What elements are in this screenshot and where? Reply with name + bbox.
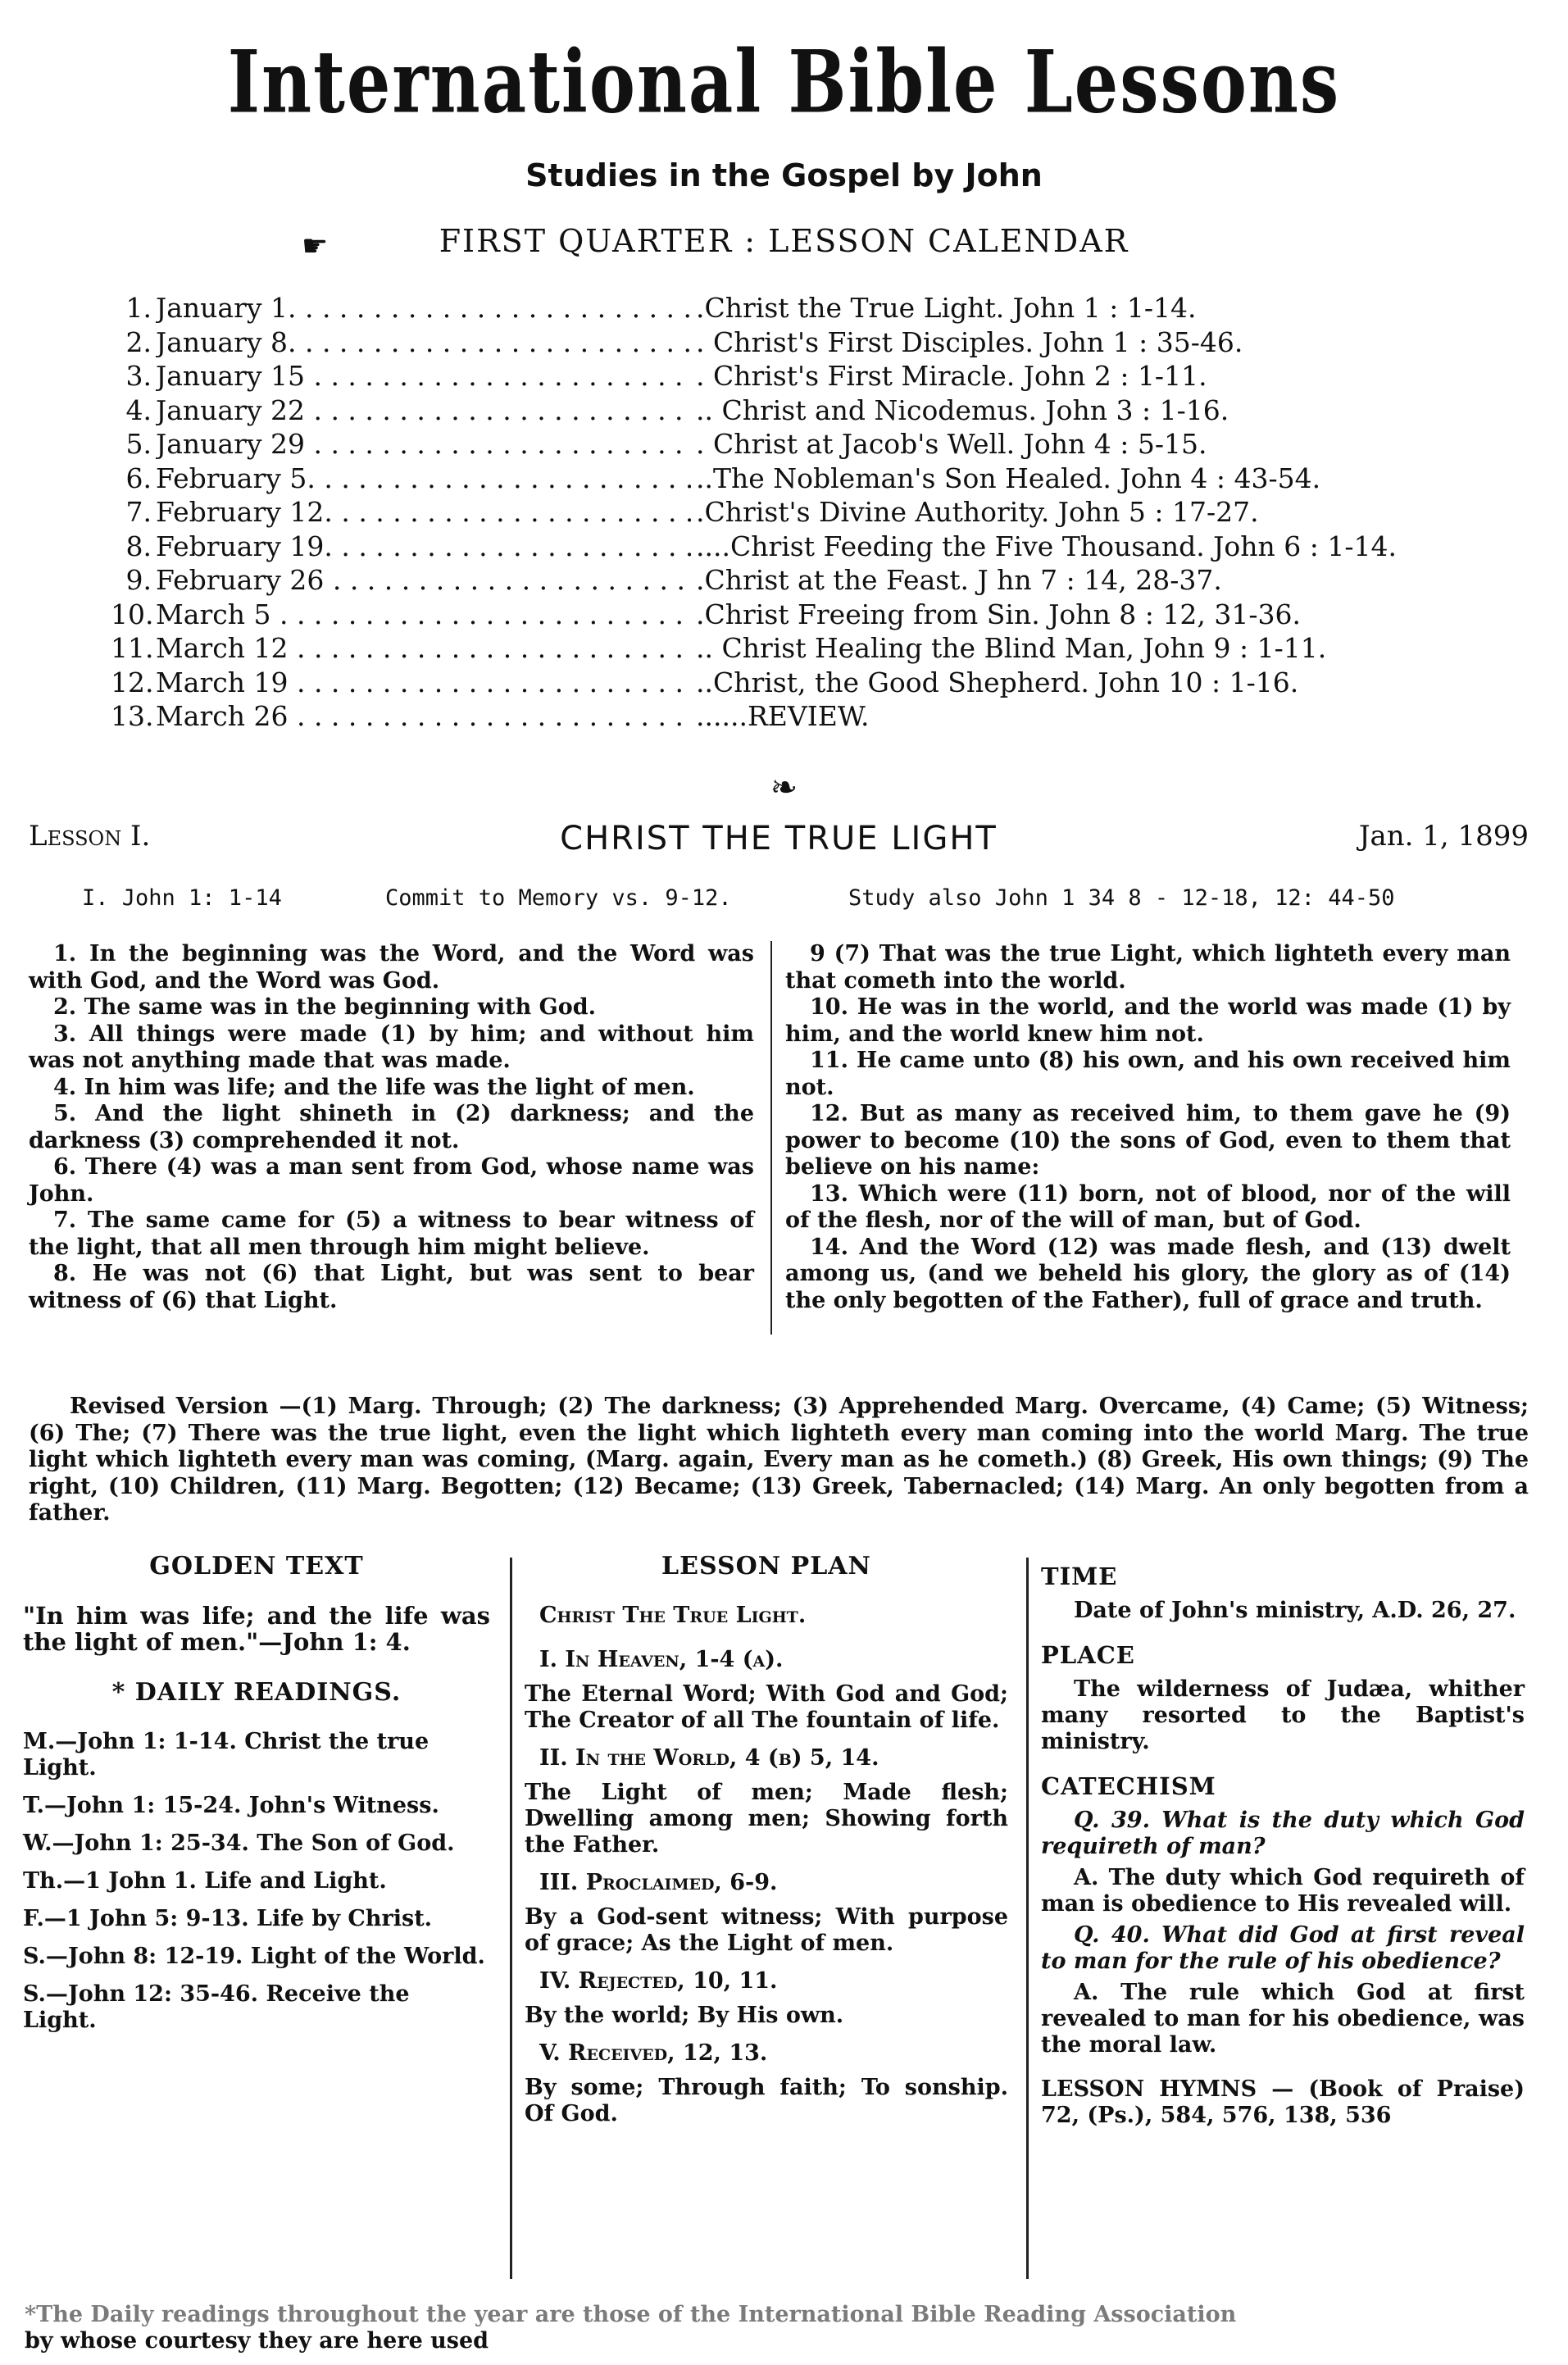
plan-section-text: By the world; By His own. (525, 2003, 844, 2028)
reading-text: John 12: 35-46. Receive the Light. (23, 1981, 410, 2033)
page-subtitle: Studies in the Gospel by John (525, 157, 1043, 193)
plan-section-head: II. In the World, 4 (b) 5, 14. (539, 1745, 879, 1771)
reading-text: John 8: 12-19. Light of the World. (67, 1944, 485, 1969)
calendar-lesson: . Christ's First Miracle. John 2 : 1-11. (691, 359, 1207, 393)
footnote-line: *The Daily readings throughout the year are those of the International Bible Reading Association (25, 2302, 1237, 2327)
calendar-lesson: .. Christ and Nicodemus. John 3 : 1-16. (691, 393, 1229, 428)
golden-text-heading: GOLDEN TEXT (149, 1552, 364, 1580)
calendar-row (111, 462, 1504, 496)
calendar-lesson: ..Christ, the Good Shepherd. John 10 : 1-16. (691, 666, 1298, 700)
scripture-right-column (785, 941, 1511, 1314)
verse: 14. And the Word (12) was made flesh, and (13) dwelt among us, (and we beheld his glory, the glory as of (14) the only begotten of the Father), full of grace and truth. (785, 1234, 1511, 1313)
calendar-number: 7. (125, 496, 152, 528)
catechism-question: Q. 39. What is the duty which God requireth of man? (1041, 1808, 1525, 1859)
reading-text: John 1: 1-14. Christ the true Light. (23, 1729, 429, 1781)
calendar-date: January 1. . . . (156, 291, 795, 325)
calendar-lesson: . Christ's First Disciples. John 1 : 35-46. (691, 325, 1243, 360)
calendar-date: January 29 . . . (156, 427, 795, 462)
study-also: Study also John 1 34 8 - 12-18, 12: 44-50 (848, 885, 1395, 911)
calendar-heading: FIRST QUARTER : LESSON CALENDAR (439, 223, 1129, 259)
lesson-number: Lesson I. (29, 820, 151, 853)
verse: 12. But as many as received him, to them gave he (9) power to become (10) the sons of God, even to them that believe on his name: (785, 1101, 1511, 1180)
calendar-lesson: .Christ's Divine Authority. John 5 : 17-27. (691, 495, 1259, 530)
calendar-lesson: . Christ at Jacob's Well. John 4 : 5-15. (691, 427, 1207, 462)
reading-text: John 1: 25-34. The Son of God. (74, 1831, 455, 1856)
plan-section-head: V. Received, 12, 13. (539, 2040, 768, 2066)
calendar-row (111, 699, 1504, 734)
calendar-date: February 5. . . . (156, 462, 795, 496)
calendar-number: 6. (125, 462, 152, 494)
pointing-hand-icon: ☛ (302, 230, 329, 263)
place-heading: PLACE (1041, 1641, 1135, 1669)
calendar-row (111, 393, 1504, 428)
footnote (25, 2302, 1541, 2354)
page-title: International Bible Lessons (227, 30, 1341, 133)
plan-section-text: By a God-sent witness; With purpose of grace; As the Light of men. (525, 1904, 1008, 1956)
reading-day: W.— (23, 1831, 75, 1856)
reading-day: M.— (23, 1729, 78, 1754)
calendar-date: March 5 . . . (156, 598, 795, 632)
memory-verses: Commit to Memory vs. 9-12. (385, 885, 732, 911)
calendar-row (111, 530, 1504, 564)
calendar-lesson: .Christ at the Feast. J hn 7 : 14, 28-37. (691, 563, 1222, 598)
calendar-row (111, 291, 1504, 325)
verse: 5. And the light shineth in (2) darkness; and the darkness (3) comprehended it not. (29, 1101, 754, 1153)
calendar-number: 5. (125, 428, 152, 460)
daily-reading-item (23, 1793, 490, 1819)
calendar-row (111, 427, 1504, 462)
plan-section-text: The Eternal Word; With God and God; The Creator of all The fountain of life. (525, 1681, 1008, 1733)
calendar-number: 2. (125, 325, 152, 358)
calendar-number: 9. (125, 564, 152, 596)
verse: 9 (7) That was the true Light, which lighteth every man that cometh into the world. (785, 941, 1511, 994)
calendar-number: 4. (125, 393, 152, 426)
time-place-catechism-column (1041, 1553, 1525, 2134)
column-divider (510, 1558, 512, 2279)
catechism-answer: A. The duty which God requireth of man is obedience to His revealed will. (1041, 1865, 1525, 1917)
calendar-row (111, 598, 1504, 632)
lesson-hymns: LESSON HYMNS — (Book of Praise) 72, (Ps.), 584, 576, 138, 536 (1041, 2076, 1525, 2128)
calendar-date: March 26 . . . (156, 699, 795, 734)
calendar-row (111, 563, 1504, 598)
calendar-row (111, 495, 1504, 530)
reading-day: T.— (23, 1793, 67, 1818)
catechism-question: Q. 40. What did God at first reveal to man for the rule of his obedience? (1041, 1922, 1525, 1974)
plan-section-text: The Light of men; Made flesh; Dwelling among men; Showing forth the Father. (525, 1780, 1008, 1858)
time-heading: TIME (1041, 1562, 1118, 1590)
daily-reading-item (23, 1944, 490, 1970)
footnote-line: by whose courtesy they are here used (25, 2328, 489, 2354)
calendar-lesson: .. Christ Healing the Blind Man, John 9 : 1-11. (691, 631, 1326, 666)
reading-text: 1 John 5: 9-13. Life by Christ. (66, 1906, 433, 1931)
calendar-date: February 19. . . . (156, 530, 795, 564)
lesson-plan-column (525, 1553, 1008, 2135)
place-text: The wilderness of Judæa, whither many resorted to the Baptist's ministry. (1041, 1676, 1525, 1754)
reading-text: 1 John 1. Life and Light. (85, 1868, 387, 1894)
calendar-number: 10. (111, 598, 154, 630)
calendar-date: February 26 . . . (156, 563, 795, 598)
calendar-date: January 8. . . . (156, 325, 795, 360)
calendar-row (111, 631, 1504, 666)
calendar-lesson: ......REVIEW. (691, 699, 869, 734)
calendar-date: February 12. . . . (156, 495, 795, 530)
calendar-row (111, 359, 1504, 393)
daily-reading-item (23, 1868, 490, 1894)
lesson-calendar (111, 291, 1504, 734)
daily-reading-item (23, 1831, 490, 1857)
calendar-number: 8. (125, 530, 152, 562)
calendar-lesson: ..The Nobleman's Son Healed. John 4 : 43-54. (691, 462, 1320, 496)
calendar-row (111, 666, 1504, 700)
scripture-reference: I. John 1: 1-14 (82, 885, 282, 911)
verse: 1. In the beginning was the Word, and the Word was with God, and the Word was God. (29, 941, 754, 994)
lesson-plan-heading: LESSON PLAN (661, 1552, 871, 1580)
calendar-lesson: .Christ the True Light. John 1 : 1-14. (691, 291, 1197, 325)
verse: 2. The same was in the beginning with God. (53, 994, 597, 1020)
scripture-left-column (29, 941, 754, 1314)
calendar-date: January 22 . . . (156, 393, 795, 428)
catechism-answer: A. The rule which God at first revealed to man for his obedience, was the moral law. (1041, 1980, 1525, 2058)
daily-reading-item (23, 1981, 490, 2034)
verse: 4. In him was life; and the life was the light of men. (53, 1074, 695, 1100)
verse: 13. Which were (11) born, not of blood, nor of the will of the flesh, nor of the will of man, but of God. (785, 1180, 1511, 1233)
column-divider (1026, 1558, 1029, 2279)
calendar-lesson: .Christ Freeing from Sin. John 8 : 12, 31-36. (691, 598, 1301, 632)
verse: 11. He came unto (8) his own, and his own received him not. (785, 1048, 1511, 1100)
calendar-date: March 12 . . . (156, 631, 795, 666)
ornament-divider-icon: ❧ (770, 769, 798, 807)
reading-day: S.— (23, 1981, 68, 2007)
calendar-number: 11. (111, 632, 154, 664)
calendar-number: 13. (111, 700, 154, 732)
golden-text: "In him was life; and the life was the light of men."—John 1: 4. (23, 1602, 490, 1656)
plan-section-head: IV. Rejected, 10, 11. (539, 1968, 778, 1994)
reading-day: Th.— (23, 1868, 86, 1894)
calendar-number: 12. (111, 666, 154, 698)
lesson-plan-title: Christ The True Light. (539, 1603, 807, 1628)
lesson-title: CHRIST THE TRUE LIGHT (560, 820, 998, 857)
verse: 3. All things were made (1) by him; and without him was not anything made that was made. (29, 1021, 754, 1073)
calendar-number: 1. (125, 292, 152, 324)
verse: 10. He was in the world, and the world was made (1) by him, and the world knew him not. (785, 994, 1511, 1047)
verse: 7. The same came for (5) a witness to bear witness of the light, that all men through him might believe. (29, 1208, 754, 1260)
verse: 6. There (4) was a man sent from God, whose name was John. (29, 1154, 754, 1207)
calendar-lesson: ....Christ Feeding the Five Thousand. John 6 : 1-14. (691, 530, 1397, 564)
calendar-date: March 19 . . . (156, 666, 795, 700)
revised-version-notes: Revised Version —(1) Marg. Through; (2) The darkness; (3) Apprehended Marg. Overcame, (4) Came; (5) Witness; (6) The; (7) There was the true light, even the light which lighteth every man coming into the world Marg. The true light which lighteth every man was coming, (Marg. again, Every man as he cometh.) (8) Greek, His own things; (9) The right, (10) Children, (11) Marg. Begotten; (12) Became; (13) Greek, Tabernacled; (14) Marg. An only begotten from a father. (29, 1394, 1529, 1526)
verse: 8. He was not (6) that Light, but was sent to bear witness of (6) that Light. (29, 1261, 754, 1313)
daily-readings-heading: * DAILY READINGS. (111, 1678, 402, 1707)
reading-text: John 1: 15-24. John's Witness. (66, 1793, 439, 1818)
calendar-number: 3. (125, 360, 152, 392)
column-divider (770, 941, 772, 1335)
reading-day: S.— (23, 1944, 68, 1969)
catechism-heading: CATECHISM (1041, 1772, 1216, 1800)
time-text: Date of John's ministry, A.D. 26, 27. (1074, 1598, 1516, 1623)
plan-section-text: By some; Through faith; To sonship. Of God. (525, 2075, 1008, 2126)
plan-section-head: III. Proclaimed, 6-9. (539, 1870, 778, 1895)
reading-day: F.— (23, 1906, 66, 1931)
daily-reading-item (23, 1729, 490, 1781)
calendar-row (111, 325, 1504, 360)
calendar-date: January 15 . . . (156, 359, 795, 393)
plan-section-head: I. In Heaven, 1-4 (a). (539, 1647, 784, 1672)
golden-text-column (23, 1553, 490, 2045)
daily-reading-item (23, 1906, 490, 1932)
lesson-date: Jan. 1, 1899 (1358, 820, 1529, 853)
